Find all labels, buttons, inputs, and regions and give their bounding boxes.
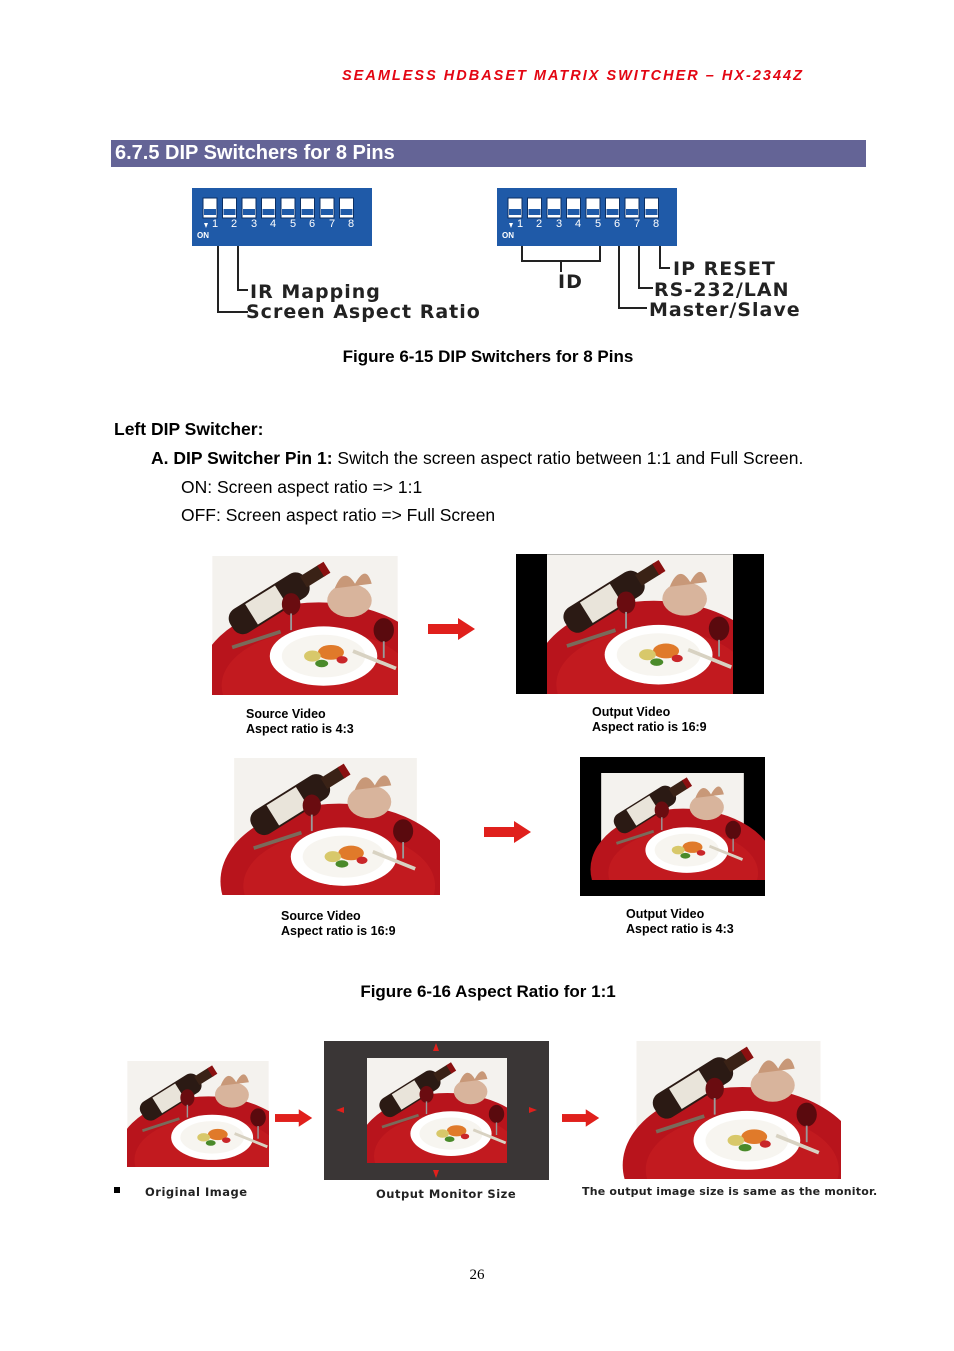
on-label: ON — [502, 231, 514, 240]
output-ratio-label: Aspect ratio is 16:9 — [592, 720, 707, 734]
arrow-right-icon — [484, 820, 532, 844]
row1-source-label — [246, 707, 354, 737]
ir-mapping-label: IR Mapping — [250, 281, 381, 303]
pin-number: 2 — [231, 218, 238, 230]
output-ratio-label: Aspect ratio is 4:3 — [626, 922, 734, 936]
on-line: ON: Screen aspect ratio => 1:1 — [181, 477, 423, 497]
left-dip-heading: Left DIP Switcher: — [114, 419, 264, 439]
on-label: ON — [197, 231, 209, 240]
row2-source-label — [281, 909, 396, 939]
pin-number: 4 — [270, 218, 277, 230]
pin-number: 4 — [575, 218, 582, 230]
off-line: OFF: Screen aspect ratio => Full Screen — [181, 505, 496, 525]
left-dip-switch — [192, 188, 372, 246]
source-video-label: Source Video — [246, 707, 326, 721]
output-image-16-9 — [516, 554, 764, 694]
output-monitor-label: Output Monitor Size — [376, 1187, 517, 1201]
pin-number: 5 — [595, 218, 602, 230]
document-header: SEAMLESS HDBASET MATRIX SWITCHER – HX-2344Z — [342, 68, 804, 84]
pin-number: 6 — [309, 218, 316, 230]
arrow-right-icon — [275, 1108, 313, 1128]
pin-number: 5 — [290, 218, 297, 230]
section-title: 6.7.5 DIP Switchers for 8 Pins — [115, 142, 395, 164]
pin-number: 8 — [348, 218, 355, 230]
pin-number: 2 — [536, 218, 543, 230]
output-monitor-frame — [324, 1041, 549, 1180]
full-screen-output-image — [616, 1041, 841, 1179]
item-a-text: Switch the screen aspect ratio between 1:1 and Full Screen. — [332, 448, 804, 468]
pin-number: 6 — [614, 218, 621, 230]
screen-aspect-ratio-label: Screen Aspect Ratio — [246, 301, 481, 323]
original-image — [127, 1061, 269, 1167]
figure-6-16-caption: Figure 6-16 Aspect Ratio for 1:1 — [360, 982, 616, 1001]
rs232-lan-label: RS-232/LAN — [654, 279, 790, 301]
source-image-16-9 — [211, 758, 440, 895]
source-video-label: Source Video — [281, 909, 361, 923]
arrow-right-icon — [562, 1108, 600, 1128]
pin-number: 1 — [517, 218, 524, 230]
original-image-label: Original Image — [145, 1185, 248, 1199]
pin-number: 7 — [634, 218, 641, 230]
ip-reset-label: IP RESET — [673, 258, 776, 280]
right-dip-switch — [497, 188, 677, 246]
left-dip-leader-lines — [210, 246, 250, 316]
row1-output-label — [592, 705, 707, 735]
pin-number: 7 — [329, 218, 336, 230]
figure-6-15-caption: Figure 6-15 DIP Switchers for 8 Pins — [342, 347, 634, 366]
item-a-label: A. DIP Switcher Pin 1: — [151, 448, 333, 468]
output-image-4-3 — [580, 757, 765, 896]
bullet-icon — [114, 1187, 120, 1193]
output-result-label: The output image size is same as the monitor. — [582, 1185, 878, 1198]
item-a-paragraph — [151, 448, 803, 469]
row2-output-label — [626, 907, 734, 937]
output-video-label: Output Video — [592, 705, 671, 719]
pin-number: 3 — [556, 218, 563, 230]
source-ratio-label: Aspect ratio is 16:9 — [281, 924, 396, 938]
pin-number: 8 — [653, 218, 660, 230]
id-label: ID — [558, 271, 583, 293]
source-image-4-3 — [212, 556, 398, 695]
master-slave-label: Master/Slave — [649, 299, 801, 321]
arrow-right-icon — [428, 617, 476, 641]
page-number: 26 — [469, 1267, 485, 1283]
source-ratio-label: Aspect ratio is 4:3 — [246, 722, 354, 736]
pin-number: 3 — [251, 218, 258, 230]
pin-number: 1 — [212, 218, 219, 230]
output-video-label: Output Video — [626, 907, 705, 921]
